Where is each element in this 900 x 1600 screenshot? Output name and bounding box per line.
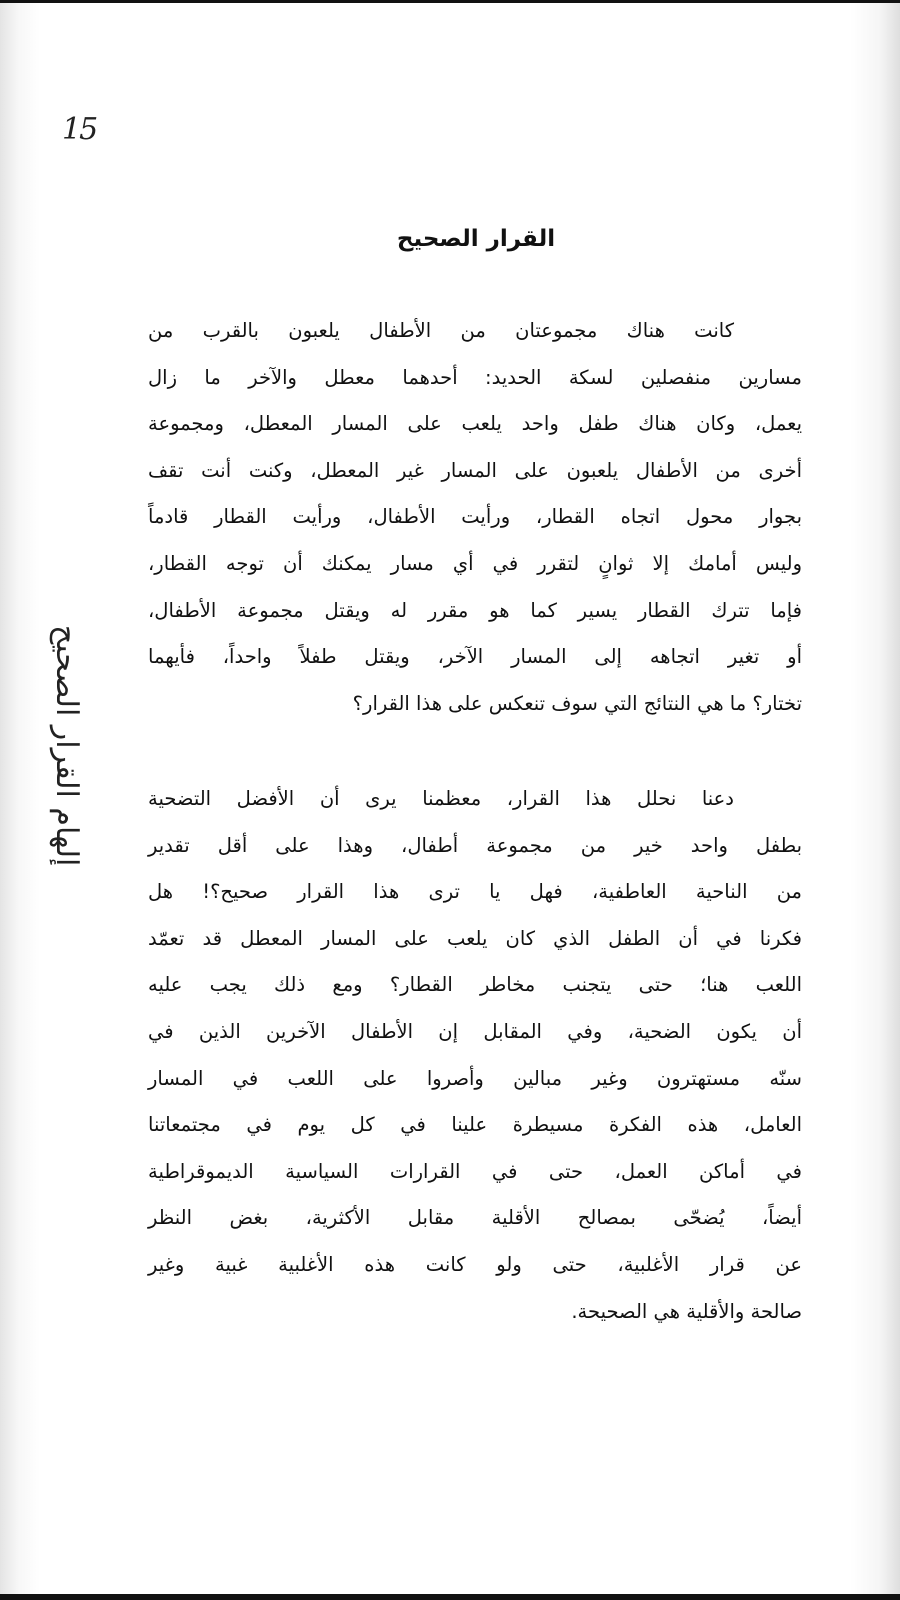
text-line: أن يكون الضحية، وفي المقابل إن الأطفال الآخرين الذين في	[148, 1019, 802, 1043]
book-title-side: إلهام القرار الصحيح	[49, 625, 84, 867]
text-line: دعنا نحلل هذا القرار، معظمنا يرى أن الأفضل التضحية	[148, 787, 734, 810]
paragraph-2	[148, 776, 802, 1335]
text-line: وليس أمامك إلا ثوانٍ لتقرر في أي مسار يمكنك أن توجه القطار،	[148, 551, 802, 575]
text-line: أخرى من الأطفال يلعبون على المسار غير المعطل، وكنت أنت تقف	[148, 458, 802, 482]
text-line: فإما تترك القطار يسير كما هو مقرر له ويقتل مجموعة الأطفال،	[148, 598, 802, 622]
text-line: سنّه مستهترون وغير مبالين وأصروا على اللعب في المسار	[148, 1066, 802, 1090]
text-line: من الناحية العاطفية، فهل يا ترى هذا القرار صحيح؟! هل	[148, 880, 802, 904]
text-line: في أماكن العمل، حتى في القرارات السياسية الديموقراطية	[148, 1159, 802, 1183]
text-line: صالحة والأقلية هي الصحيحة.	[571, 1299, 802, 1323]
text-line: يعمل، وكان هناك طفل واحد يلعب على المسار المعطل، ومجموعة	[148, 412, 802, 436]
text-line: بطفل واحد خير من مجموعة أطفال، وهذا على أقل تقدير	[148, 833, 802, 857]
text-line: اللعب هنا؛ حتى يتجنب مخاطر القطار؟ ومع ذلك يجب عليه	[148, 973, 802, 997]
chapter-title: القرار الصحيح	[396, 226, 556, 252]
text-line: أيضاً، يُضحّى بمصالح الأقلية مقابل الأكثرية، بغض النظر	[148, 1206, 802, 1230]
text-line: تختار؟ ما هي النتائج التي سوف تنعكس على هذا القرار؟	[352, 691, 802, 715]
text-line: أو تغير اتجاهه إلى المسار الآخر، ويقتل طفلاً واحداً، فأيهما	[148, 645, 802, 669]
text-line: مسارين منفصلين لسكة الحديد: أحدهما معطل والآخر ما زال	[148, 365, 802, 389]
text-line: عن قرار الأغلبية، حتى ولو كانت هذه الأغلبية غبية وغير	[148, 1252, 802, 1276]
text-line: كانت هناك مجموعتان من الأطفال يلعبون بالقرب من	[148, 319, 734, 342]
page-number: 15	[62, 112, 97, 147]
paragraph-1	[148, 308, 802, 727]
text-line: العامل، هذه الفكرة مسيطرة علينا في كل يوم في مجتمعاتنا	[148, 1113, 802, 1137]
text-line: فكرنا في أن الطفل الذي كان يلعب على المسار المعطل قد تعمّد	[148, 926, 802, 950]
text-line: بجوار محول اتجاه القطار، ورأيت الأطفال، ورأيت القطار قادماً	[148, 505, 802, 529]
screen-frame-bottom	[0, 1594, 900, 1600]
